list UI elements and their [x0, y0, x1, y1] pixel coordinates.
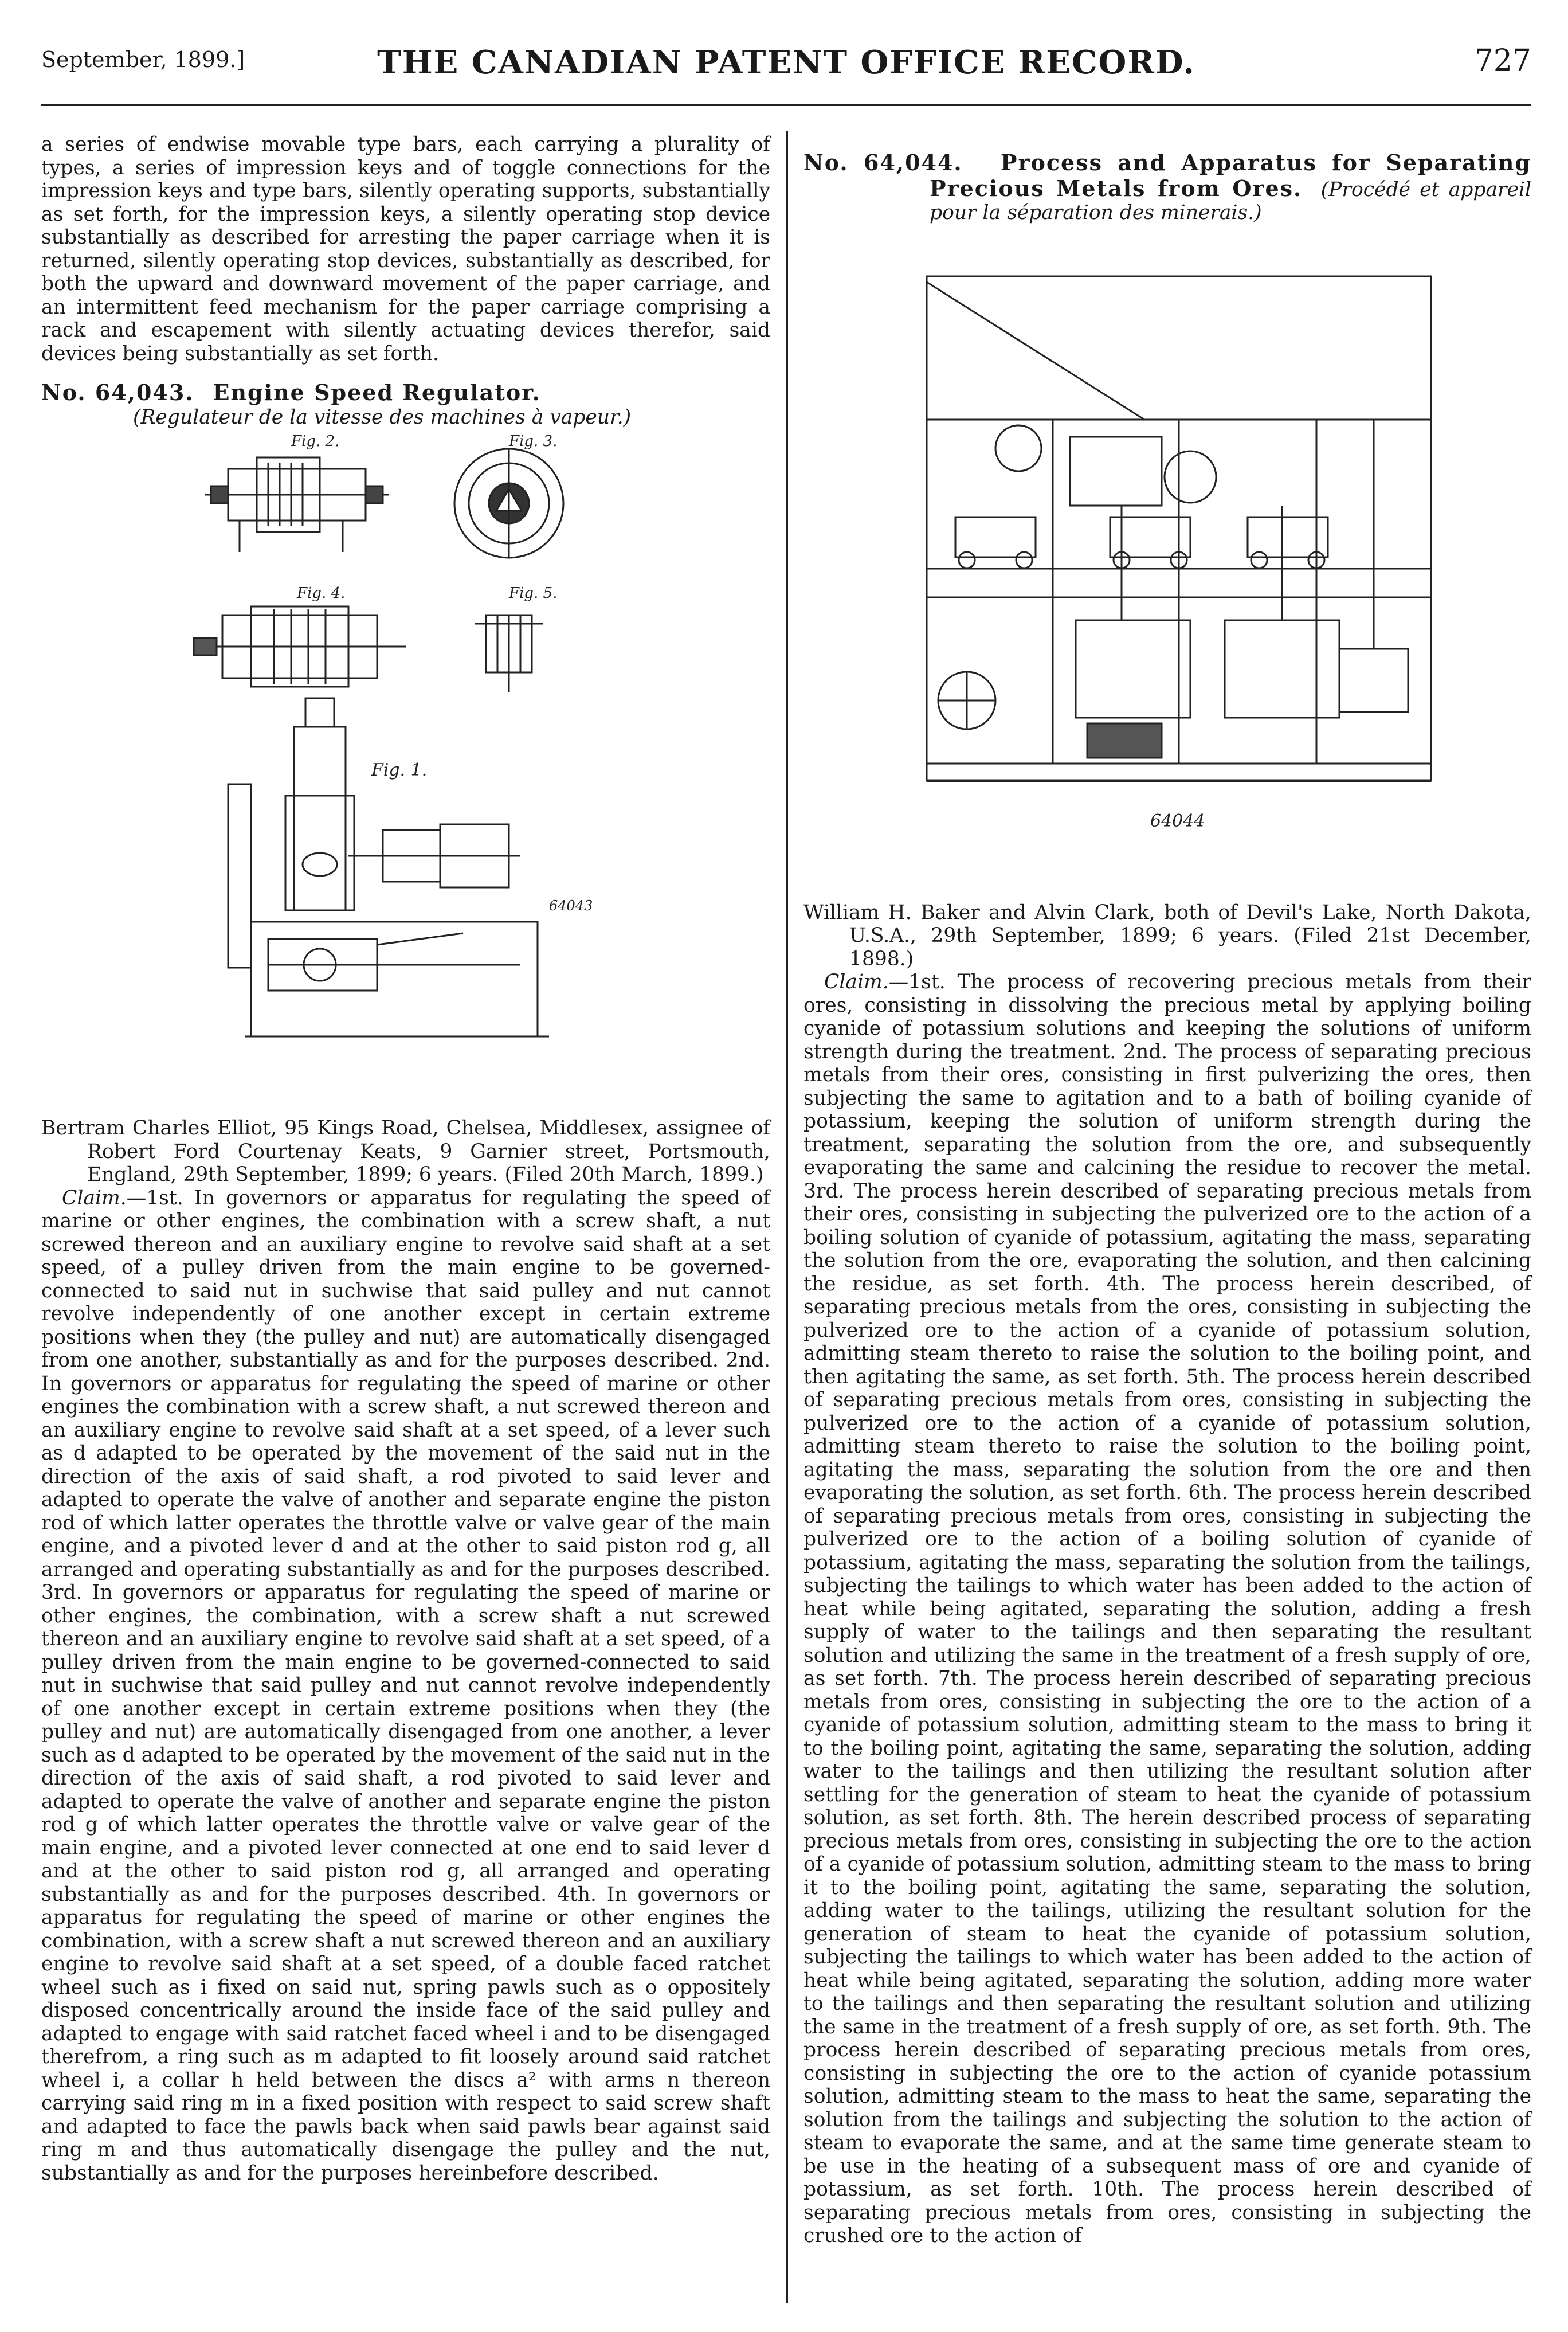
- inventor-details: Bertram Charles Elliot, 95 Kings Road, Chelsea, Middlesex, assignee of Robert Ford Courtenay Keats, 9 Garnier street, Portsmouth, England, 29th September, 1899; 6 years. (Filed 20th March, 1899.): [41, 1117, 770, 1186]
- left-column: [41, 133, 770, 2185]
- continued-claim-text: a series of endwise movable type bars, each carrying a plurality of types, a series of impression keys and of toggle connections for the impression keys and type bars, silently operating supports, substantially as set forth, for the impression keys, a silently operating stop device substantially as described for arresting the paper carriage when it is returned, silently operating stop devices, substantially as described, for both the upward and downward movement of the paper carriage, and an intermittent feed mechanism for the paper carriage comprising a rack and escapement with silently actuating devices therefor, said devices being substantially as set forth.: [41, 133, 770, 365]
- claims-text-2: [803, 971, 1531, 2248]
- issue-date: September, 1899.]: [41, 47, 245, 72]
- inventor-details-2: William H. Baker and Alvin Clark, both of Devil's Lake, North Dakota, U.S.A., 29th September, 1899; 6 years. (Filed 21st December, 1898.): [803, 901, 1531, 971]
- patent-title: Engine Speed Regulator.: [213, 379, 541, 405]
- fig-3-label: Fig. 3.: [509, 433, 558, 450]
- patent-french-title-2: (Procédé et appareil pour la séparation des minerais.): [930, 178, 1531, 224]
- claims-text: [41, 1187, 770, 2185]
- patent-title-2: Process and Apparatus for Separating Precious Metals from Ores.: [930, 150, 1531, 201]
- claim-label-2: Claim.: [824, 971, 889, 993]
- right-column: [803, 150, 1531, 2248]
- patent-number: No. 64,043.: [41, 379, 194, 405]
- ore-separation-plant-figure: [881, 248, 1454, 878]
- page-number: 727: [1474, 44, 1531, 78]
- claim-body-2: —1st. The process of recovering precious metals from their ores, consisting in dissolving the precious metal by applying boiling cyanide of potassium solutions and keeping the solutions of uniform strength during the treatment. 2nd. The process of separating precious metals from their ores, consisting in first pulverizing the ores, then subjecting the same to agitation and to a bath of boiling cyanide of potassium, keeping the solution of uniform strength during the treatment, separating the solution from the ore, and subsequently evaporating the same and calcining the residue to recover the metal. 3rd. The process herein described of separating precious metals from their ores, consisting in subjecting the pulverized ore to the action of a boiling solution of cyanide of potassium, agitating the mass, separating the solution from the ore, evaporating the solution, and then calcining the residue, as set forth. 4th. The process herein described, of separating precious metals from the ores, consisting in subjecting the pulverized ore to the action of a cyanide of potassium solution, admitting steam thereto to raise the solution to the boiling point, and then agitating the same, as set forth. 5th. The process herein described of separating precious metals from ores, consisting in subjecting the pulverized ore to the action of a cyanide of potassium solution, admitting steam thereto to raise the solution to the boiling point, agitating the mass, separating the solution from the ore and then evaporating the solution, as set forth. 6th. The process herein described of separating precious metals from ores, consisting in subjecting the pulverized ore to the action of a boiling solution of cyanide of potassium, agitating the mass, separating the solution from the tailings, subjecting the tailings to which water has been added to the action of heat while being agitated, separating the solution, adding a fresh supply of water to the tailings and then separating the resultant solution and utilizing the same in the treatment of a fresh supply of ore, as set forth. 7th. The process herein described of separating precious metals from ores, consisting in subjecting the ore to the action of a cyanide of potassium solution, admitting steam to the mass to bring it to the boiling point, agitating the same, separating the solution, adding water to the tailings and then utilizing the resultant solution after settling for the generation of steam to heat the cyanide of potassium solution, as set forth. 8th. The herein described process of separating precious metals from ores, consisting in subjecting the ore to the action of a cyanide of potassium solution, admitting steam to the mass to bring it to the boiling point, agitating the same, separating the solution, adding water to the tailings, utilizing the resultant solution for the generation of steam to heat the cyanide of potassium solution, subjecting the tailings to which water has been added to the action of heat while being agitated, separating the solution, adding more water to the tailings and then separating the resultant solution and utilizing the same in the treatment of a fresh supply of ore, as set forth. 9th. The process herein described of separating precious metals from ores, consisting in subjecting the ore to the action of cyanide potassium solution, admitting steam to the mass to heat the same, separating the solution from the tailings and subjecting the solution to the action of steam to evaporate the same, and at the same time generate steam to be use in the heating of a subsequent mass of ore and cyanide of potassium, as set forth. 10th. The process herein described of separating precious metals from ores, consisting in subjecting the crushed ore to the action of: [803, 971, 1531, 2247]
- figure-number-2: 64044: [1150, 811, 1205, 831]
- column-divider: [786, 131, 788, 2303]
- patent-french-title: (Regulateur de la vitesse des machines à vapeur.): [133, 405, 632, 429]
- fig-5-label: Fig. 5.: [509, 585, 558, 602]
- fig-1-label: Fig. 1.: [371, 760, 428, 780]
- patent-number-2: No. 64,044.: [803, 150, 963, 175]
- page-header: [41, 41, 1531, 87]
- fig-2-label: Fig. 2.: [291, 433, 340, 450]
- fig-4-label: Fig. 4.: [297, 585, 346, 602]
- header-rule: [41, 104, 1531, 106]
- patent-entry-heading: [41, 380, 770, 406]
- claim-label: Claim.: [62, 1186, 127, 1210]
- patent-entry-heading-2: [803, 150, 1531, 225]
- engine-regulator-figure: [188, 429, 624, 1094]
- figure-number: 64043: [549, 898, 593, 914]
- claim-body: —1st. In governors or apparatus for regulating the speed of marine or other engines, the combination with a screw shaft, a nut screwed thereon and an auxiliary engine to revolve said shaft at a set speed, of a pulley driven from the main engine to be governed-connected to said nut in suchwise that said pulley and nut cannot revolve independently of one another except in certain extreme positions when they (the pulley and nut) are automatically disengaged from one another, substantially as and for the purposes described. 2nd. In governors or apparatus for regulating the speed of marine or other engines the combination with a screw shaft, a nut screwed thereon and an auxiliary engine to revolve said shaft at a set speed, of a lever such as d adapted to be operated by the movement of the said nut in the direction of the axis of said shaft, a rod pivoted to said lever and adapted to operate the valve of another and separate engine the piston rod of which latter operates the throttle valve or valve gear of the main engine, and a pivoted lever d and at the other to said piston rod g, all arranged and operating substantially as and for the purposes described. 3rd. In governors or apparatus for regulating the speed of marine or other engines, the combination, with a screw shaft a nut screwed thereon and an auxiliary engine to revolve said shaft at a set speed, of a pulley driven from the main engine to be governed-connected to said nut in suchwise that said pulley and nut cannot revolve independently of one another except in certain extreme positions when they (the pulley and nut) are automatically disengaged from one another, a lever such as d adapted to be operated by the movement of the said nut in the direction of the axis of said shaft, a rod pivoted to said lever and adapted to operate the valve of another and separate engine the piston rod g of which latter operates the throttle valve or valve gear of the main engine, and a pivoted lever connected at one end to said lever d and at the other to said piston rod g, all arranged and operating substantially as and for the purposes described. 4th. In governors or apparatus for regulating the speed of marine or other engines the combination, with a screw shaft a nut screwed thereon and an auxiliary engine to revolve said shaft at a set speed, of a double faced ratchet wheel such as i fixed on said nut, spring pawls such as o oppositely disposed concentrically around the inside face of the said pulley and adapted to engage with said ratchet faced wheel i and to be disengaged therefrom, a ring such as m adapted to fit loosely around said ratchet wheel i, a collar h held between the discs a² with arms n thereon carrying said ring m in a fixed position with respect to said screw shaft and adapted to face the pawls back when said pawls bear against said ring m and thus automatically disengage the pulley and the nut, substantially as and for the purposes hereinbefore described.: [41, 1186, 771, 2185]
- publication-title: THE CANADIAN PATENT OFFICE RECORD.: [377, 44, 1195, 81]
